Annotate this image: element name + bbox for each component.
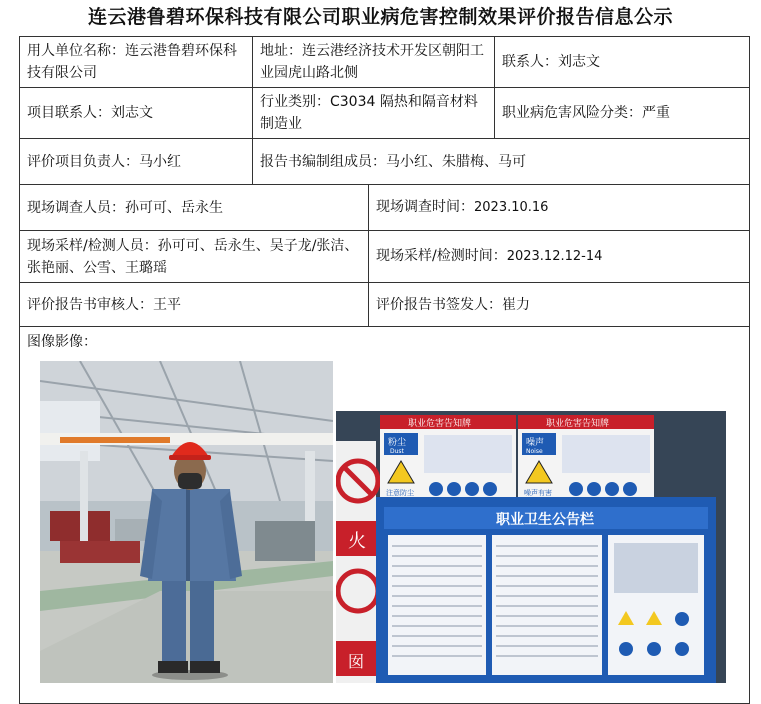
page-title: 连云港鲁碧环保科技有限公司职业病危害控制效果评价报告信息公示 (87, 6, 673, 28)
project-contact-cell: 项目联系人：刘志文 (20, 88, 253, 139)
sampling-time-cell (369, 231, 750, 283)
address-cell: 地址：连云港经济技术开发区朝阳工业园虎山路北侧 (253, 37, 495, 88)
bulletin-title: 职业卫生公告栏 (496, 512, 594, 528)
survey-time-cell (369, 185, 750, 231)
images-cell (20, 327, 750, 704)
issuer-cell: 评价报告书签发人：崔力 (369, 283, 750, 327)
dust-board-title: 职业危害告知牌 (408, 419, 472, 429)
notice-board-photo (336, 411, 726, 683)
side-sign-char-1: 火 (348, 531, 366, 552)
noise-board-title: 职业危害告知牌 (546, 419, 610, 429)
dust-hazard-label: 粉尘 (388, 438, 407, 448)
noise-warning: 噪声有害 (524, 489, 552, 497)
risk-cell: 职业病危害风险分类：严重 (495, 88, 750, 139)
survey-time-value: 2023.10.16 (474, 200, 549, 215)
leader-cell: 评价项目负责人：马小红 (20, 139, 253, 185)
sampling-time-value: 2023.12.12-14 (506, 249, 603, 264)
side-sign-char-2: 囡 (348, 652, 365, 671)
survey-staff-cell: 现场调查人员：孙可可、岳永生 (20, 185, 369, 231)
survey-time-label: 现场调查时间： (376, 199, 474, 215)
noise-hazard-en: Noise (526, 448, 543, 455)
employer-cell: 用人单位名称：连云港鲁碧环保科技有限公司 (20, 37, 253, 88)
info-table (19, 36, 750, 704)
reviewer-cell: 评价报告书审核人：王平 (20, 283, 369, 327)
noise-hazard-label: 噪声 (526, 438, 545, 448)
sampling-time-label: 现场采样/检测时间： (376, 248, 507, 264)
dust-warning: 注意防尘 (386, 489, 414, 497)
contact-cell: 联系人：刘志文 (495, 37, 750, 88)
worker-photo (40, 361, 333, 683)
members-cell: 报告书编制组成员：马小红、朱腊梅、马可 (253, 139, 750, 185)
dust-hazard-en: Dust (390, 448, 404, 455)
images-label: 图像影像： (27, 334, 97, 350)
sampling-staff-cell: 现场采样/检测人员：孙可可、岳永生、吴子龙/张洁、张艳丽、公雪、王璐瑶 (20, 231, 369, 283)
industry-cell: 行业类别：C3034 隔热和隔音材料制造业 (253, 88, 495, 139)
